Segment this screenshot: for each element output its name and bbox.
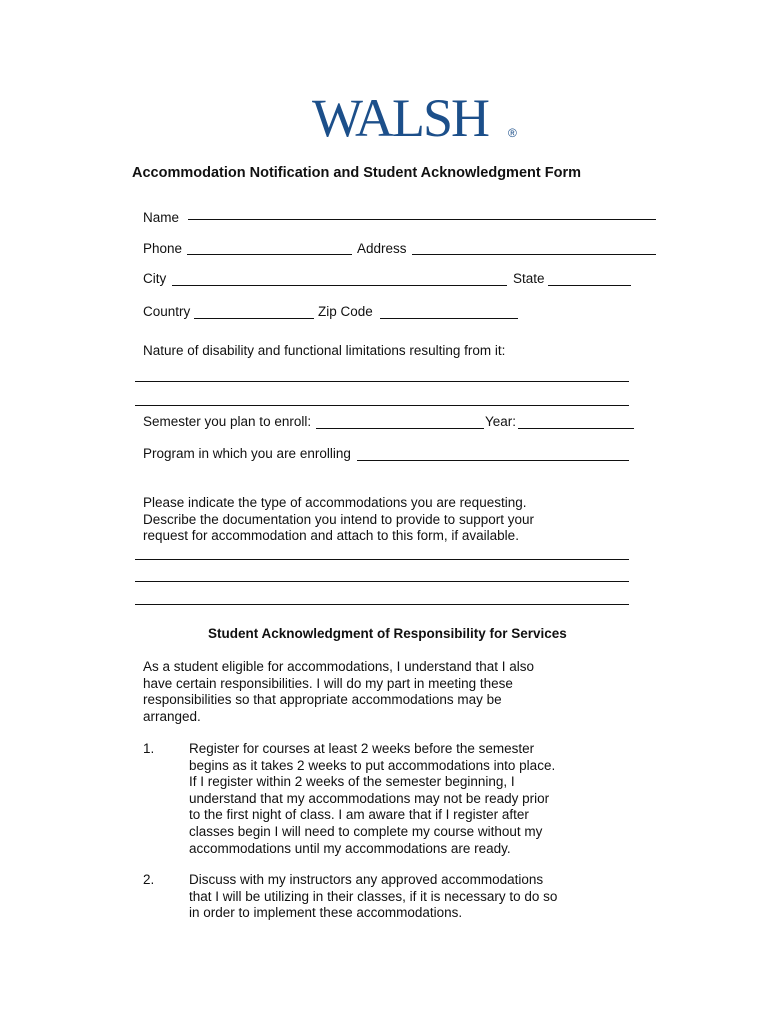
item-line: understand that my accommodations may not be ready prior <box>189 790 550 806</box>
disability-line-1[interactable] <box>135 381 629 382</box>
item-line: to the first night of class. I am aware that if I register after <box>189 807 529 823</box>
accommodation-line-2[interactable] <box>135 581 629 582</box>
item-line: If I register within 2 weeks of the semester beginning, I <box>189 774 515 790</box>
country-label: Country <box>143 304 191 319</box>
zip-code-label: Zip Code <box>318 304 373 319</box>
accommodation-line-1[interactable] <box>135 559 629 560</box>
year-label: Year: <box>485 414 517 429</box>
phone-label: Phone <box>143 241 183 256</box>
item-number: 2. <box>143 872 155 887</box>
accommodation-prompt-line: Please indicate the type of accommodations you are requesting. <box>143 495 527 510</box>
state-field-line[interactable] <box>548 285 631 286</box>
zip-code-field-line[interactable] <box>380 318 518 319</box>
name-label: Name <box>143 210 180 225</box>
item-line: classes begin I will need to complete my course without my <box>189 823 543 839</box>
intro-line: As a student eligible for accommodations, I understand that I also <box>143 659 534 674</box>
intro-line: responsibilities so that appropriate accommodations may be <box>143 692 502 708</box>
address-label: Address <box>357 241 407 256</box>
phone-field-line[interactable] <box>187 254 352 255</box>
acknowledgment-heading: Student Acknowledgment of Responsibility for Services <box>208 626 567 641</box>
item-line: begins as it takes 2 weeks to put accommodations into place. <box>189 757 556 773</box>
walsh-logo: WALSH <box>312 88 488 148</box>
country-field-line[interactable] <box>194 318 314 319</box>
year-field-line[interactable] <box>518 428 634 429</box>
accommodation-prompt-line: Describe the documentation you intend to provide to support your <box>143 511 534 527</box>
item-line: accommodations until my accommodations are ready. <box>189 840 511 856</box>
semester-label: Semester you plan to enroll: <box>143 414 312 429</box>
acknowledgment-intro <box>143 659 534 725</box>
item-number: 1. <box>143 741 155 756</box>
registered-mark: ® <box>508 126 517 140</box>
program-field-line[interactable] <box>357 460 629 461</box>
item-text <box>189 741 555 857</box>
name-field-line[interactable] <box>188 219 656 220</box>
item-line: in order to implement these accommodations. <box>189 905 463 921</box>
disability-prompt: Nature of disability and functional limitations resulting from it: <box>143 343 506 358</box>
accommodation-prompt-line: request for accommodation and attach to this form, if available. <box>143 528 519 544</box>
accommodation-prompt <box>143 495 534 545</box>
city-field-line[interactable] <box>172 285 507 286</box>
item-text <box>189 872 557 922</box>
item-line: Register for courses at least 2 weeks before the semester <box>189 741 535 756</box>
intro-line: have certain responsibilities. I will do my part in meeting these <box>143 675 513 691</box>
state-label: State <box>513 271 545 286</box>
semester-field-line[interactable] <box>316 428 484 429</box>
address-field-line[interactable] <box>412 254 656 255</box>
item-line: that I will be utilizing in their classes, if it is necessary to do so <box>189 888 558 904</box>
city-label: City <box>143 271 167 286</box>
accommodation-line-3[interactable] <box>135 604 629 605</box>
form-title: Accommodation Notification and Student Acknowledgment Form <box>132 165 581 181</box>
intro-line: arranged. <box>143 708 201 724</box>
disability-line-2[interactable] <box>135 405 629 406</box>
program-label: Program in which you are enrolling <box>143 446 351 461</box>
item-line: Discuss with my instructors any approved accommodations <box>189 872 544 887</box>
